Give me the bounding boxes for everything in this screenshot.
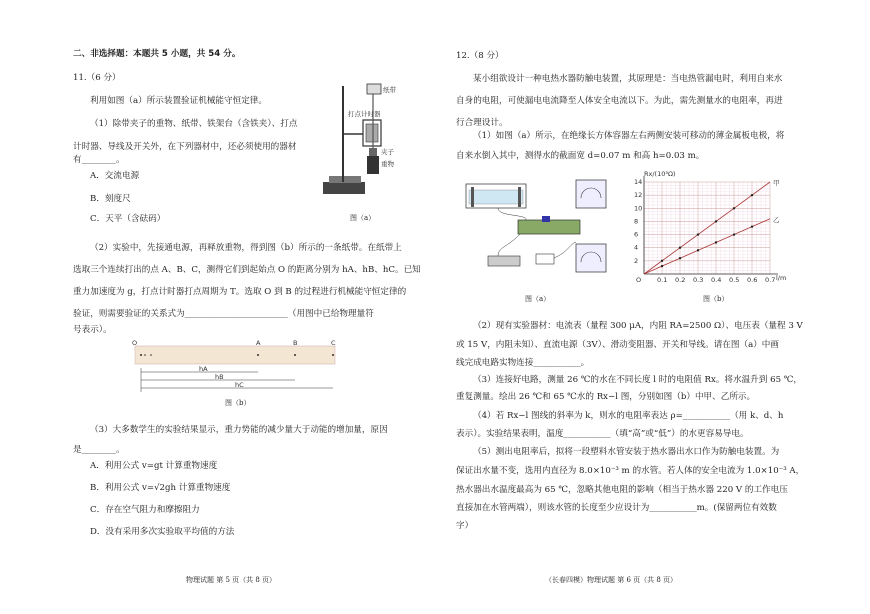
data-point — [679, 247, 681, 249]
y-tick-label: 14 — [634, 178, 643, 186]
q12-p2-line3: 线完成电路实物连接___________。 — [456, 358, 590, 368]
q12-intro-line1: 某小组欲设计一种电热水器防触电装置，其原理是：当电热管漏电时，利用自来水 — [473, 74, 783, 84]
q12-p4-line2: 表示）。实验结果表明，温度___________（填“高”或“低”）的水更容易导电。 — [456, 429, 749, 439]
rheostat — [518, 220, 580, 234]
right-footer: （长春四模）物理试题 第 6 页（共 8 页） — [545, 576, 678, 584]
y-tick-label: 8 — [634, 217, 639, 226]
series-label-jia: 甲 — [773, 179, 780, 187]
x-tick-label: 0.2 — [675, 276, 686, 284]
q12-p5-line3: 热水器出水温度最高为 65 ℃，忽略其他电阻的影响（相当于热水器 220 V 的工作电压 — [456, 485, 788, 495]
q12-p5-line5: 字） — [456, 521, 474, 531]
dot-o3 — [150, 354, 152, 356]
q11-p1-line3: 有________。 — [73, 155, 125, 165]
voltmeter — [576, 244, 606, 272]
q12-p3-line2: 重复测量。绘出 26 ℃和 65 ℃水的 Rx−l 图，分别如图（b）中甲、乙所示。 — [456, 392, 756, 402]
q11-option-b: B．刻度尺 — [90, 194, 131, 204]
weight — [367, 156, 379, 174]
data-point — [715, 220, 717, 222]
q12-p5-line2: 保证出水量不变，选用内直径为 8.0×10⁻³ m 的水管。若人体的安全电流为 1.0×10⁻³ A， — [456, 466, 805, 476]
label-hc: hC — [235, 381, 244, 389]
q11-p1-line1: （1）除带夹子的重物、纸带、铁架台（含铁夹）、打点 — [90, 119, 298, 129]
dot-b — [294, 354, 296, 356]
electrode-right — [518, 187, 521, 207]
electrode-left — [471, 187, 474, 207]
fig-b-caption: 图（b） — [225, 399, 251, 407]
ammeter — [576, 180, 606, 208]
label-hb: hB — [215, 373, 224, 381]
data-point — [751, 194, 753, 196]
label-ha: hA — [199, 365, 208, 373]
q11-p3-option-a: A．利用公式 v=gt 计算重物速度 — [90, 461, 218, 471]
label-tape: 纸带 — [383, 86, 396, 94]
label-clip: 夹子 — [381, 148, 394, 156]
x-tick-label: 0.7 — [765, 276, 776, 284]
stand-base — [323, 182, 365, 194]
label-weight: 重物 — [381, 160, 394, 168]
data-point — [733, 207, 735, 209]
tape-label-o: O — [132, 339, 138, 347]
q11-p3-line1: （3）大多数学生的实验结果显示，重力势能的减少量大于动能的增加量，原因 — [90, 425, 388, 435]
q11-option-a: A．交流电源 — [90, 171, 140, 181]
tape-label-c: C — [331, 339, 336, 347]
q11-p2-line1: （2）实验中，先接通电源，再释放重物，得到图（b）所示的一条纸带。在纸带上 — [90, 243, 402, 253]
x-tick-label: 0.3 — [693, 276, 704, 284]
dot-a — [257, 354, 259, 356]
q11-p3-option-c: C．存在空气阻力和摩擦阻力 — [90, 505, 200, 515]
apparatus-figure-a — [315, 82, 405, 217]
wire-3 — [554, 242, 576, 258]
q11-option-c: C．天平（含砝码） — [90, 214, 166, 224]
q12-p5-line4: 直接加在水管两端），则该水管的长度至少应设计为___________m。(保留两位有效数 — [456, 503, 777, 513]
x-tick-label: 0.4 — [711, 276, 722, 284]
q11-p2-line3: 重力加速度为 g，打点计时器打点周期为 T。选取 O 到 B 的过程进行机械能守恒定律的 — [73, 287, 407, 297]
left-footer: 物理试题 第 5 页（共 8 页） — [186, 576, 277, 584]
q11-heading: 11.（6 分） — [73, 73, 121, 83]
data-point — [715, 241, 717, 243]
y-tick-label: 6 — [634, 230, 639, 239]
dot-c — [332, 354, 334, 356]
circuit-caption: 图（a） — [525, 295, 551, 303]
chart-ylabel: Rx/(10³Ω) — [644, 170, 676, 178]
data-point — [661, 265, 663, 267]
q12-p2-line2: 或 15 V，内阻未知）、直流电源（3V）、滑动变阻器、开关和导线。请在图（a）中画 — [456, 340, 779, 350]
y-tick-label: 10 — [634, 204, 643, 213]
section-header: 二、非选择题：本题共 5 小题，共 54 分。 — [73, 49, 241, 59]
y-tick-label: 2 — [634, 256, 639, 265]
wire-1 — [498, 208, 526, 220]
q12-p2-line1: （2）现有实验器材：电流表（量程 300 μA，内阻 RA=2500 Ω）、电压表（量程 3 V — [473, 321, 803, 331]
x-tick-label: 0.5 — [729, 276, 740, 284]
rx-l-chart — [630, 170, 790, 290]
label-timer: 打点计时器 — [348, 110, 381, 118]
chart-caption: 图（b） — [703, 295, 729, 303]
data-point — [697, 233, 699, 235]
q12-heading: 12.（8 分） — [456, 51, 504, 61]
origin-label: O — [636, 276, 642, 284]
q12-p1-line1: （1）如图（a）所示，在绝缘长方体容器左右两侧安装可移动的薄金属板电极，将 — [473, 131, 785, 141]
circuit-figure-a — [458, 172, 623, 290]
chart-xlabel: l/m — [776, 274, 787, 282]
q12-p1-line2: 自来水倒入其中，测得水的截面宽 d=0.07 m 和高 h=0.03 m。 — [456, 151, 705, 161]
dot-o — [140, 354, 142, 356]
tape-label-b: B — [293, 339, 298, 347]
paper-tape-figure-b — [125, 338, 345, 398]
tape-label-a: A — [256, 339, 261, 347]
dot-o2 — [144, 354, 146, 356]
water-inside — [469, 190, 523, 204]
q12-p3-line1: （3）连接好电路，测量 26 ℃的水在不同长度 l 时的电阻值 Rx。将水温升到 65 ℃， — [473, 375, 802, 385]
data-point — [661, 260, 663, 262]
data-point — [751, 225, 753, 227]
q12-intro-line2: 自身的电阻，可使漏电电流降至人体安全电流以下。为此，需先测量水的电阻率，再进 — [456, 96, 783, 106]
q11-p2-line4: 验证，则需要验证的关系式为________________________（用图中已给物理量符 — [73, 309, 374, 319]
x-tick-label: 0.6 — [747, 276, 758, 284]
timer-inner — [366, 124, 378, 142]
q11-intro: 利用如图（a）所示装置验证机械能守恒定律。 — [90, 96, 267, 106]
q11-p2-line2: 选取三个连续打出的点 A、B、C，测得它们到起始点 O 的距离分别为 hA、hB、hC。已知 — [73, 265, 421, 275]
data-point — [679, 257, 681, 259]
q11-p3-option-b: B．利用公式 v=√2gh 计算重物速度 — [90, 483, 231, 493]
q11-p3-line2: 是________。 — [73, 445, 125, 455]
data-point — [697, 249, 699, 251]
hand — [367, 84, 381, 94]
clip — [369, 148, 377, 156]
tape-strip — [135, 346, 335, 364]
stand-block — [329, 176, 361, 183]
series-label-yi: 乙 — [773, 215, 780, 224]
battery — [488, 256, 520, 266]
switch — [536, 254, 554, 264]
q11-p1-line2: 计时器、导线及开关外，在下列器材中，还必须使用的器材 — [73, 142, 297, 152]
data-point — [733, 233, 735, 235]
q12-p5-line1: （5）测出电阻率后，拟将一段塑料水管安装于热水器出水口作为防触电装置。为 — [473, 447, 780, 457]
q11-p3-option-d: D．没有采用多次实验取平均值的方法 — [90, 527, 235, 537]
q11-p2-line5: 号表示）。 — [73, 325, 112, 335]
y-tick-label: 12 — [634, 191, 643, 200]
rheostat-slider — [542, 216, 550, 222]
wire-2 — [498, 234, 520, 256]
q12-intro-line3: 行合理设计。 — [456, 118, 508, 128]
y-tick-label: 4 — [634, 243, 639, 252]
x-tick-label: 0.1 — [657, 276, 668, 284]
q12-p4-line1: （4）若 Rx−l 图线的斜率为 k，则水的电阻率表达 ρ=___________（用 k、d、h — [473, 411, 784, 421]
fig-a-caption: 图（a） — [350, 214, 376, 222]
